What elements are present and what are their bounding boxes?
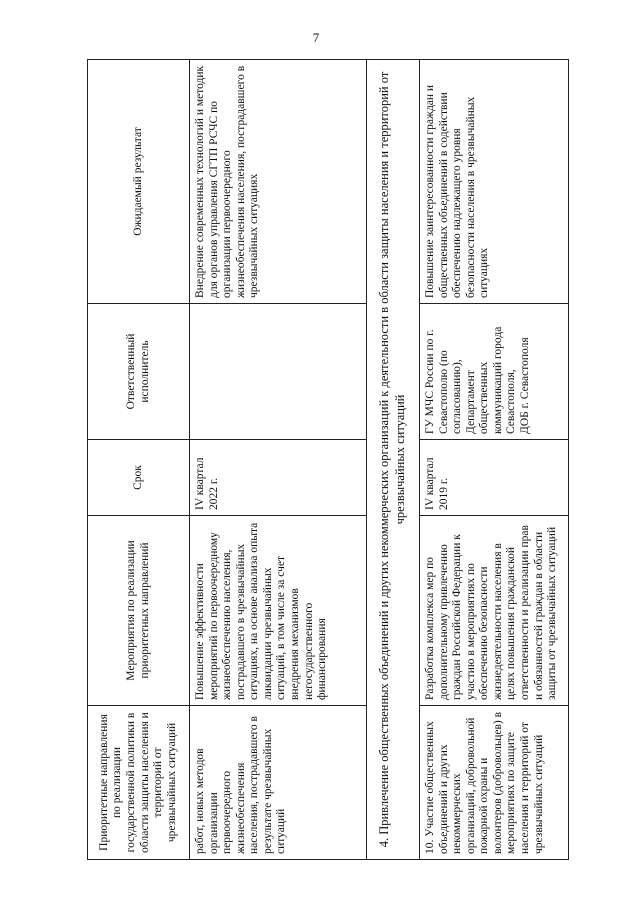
header-executor: Ответственный исполнитель — [88, 304, 190, 440]
cell-executor: ГУ МЧС России по г. Севастополю (по согласованию), Департамент общественных коммуникаций города Севастополя, ДОБ г. Севастополя — [420, 304, 569, 440]
section-4-heading: 4. Привлечение общественных объединений и других некоммерческих организаций к деятельности в области защиты населения и территорий от чрезвычайных ситуаций — [367, 60, 420, 860]
cell-measure: Разработка комплекса мер по дополнительному привлечению граждан Российской Федерации к участию в мероприятиях по обеспечению безопасности жизнедеятельности населения в целях повышения гражданской ответственности и реализации прав и обязанностей граждан в области защиты от чрезвычайных ситуаций — [420, 516, 569, 706]
header-expected-result: Ожидаемый результат — [88, 60, 190, 304]
page-number: 7 — [312, 30, 320, 45]
cell-result: Повышение заинтересованности граждан и общественных объединений в содействии обеспечению надлежащего уровня безопасности населения в чрезвычайных ситуациях — [420, 60, 569, 304]
table-header-row — [88, 60, 190, 860]
cell-term: IV квартал 2022 г. — [190, 440, 367, 516]
measures-table — [87, 59, 569, 860]
cell-direction: работ, новых методов организации первоочередного жизнеобеспечения населения, пострадавшего в результате чрезвычайных ситуаций — [190, 706, 367, 860]
table-row — [190, 60, 367, 860]
cell-term: IV квартал 2019 г. — [420, 440, 569, 516]
header-term: Срок — [88, 440, 190, 516]
cell-direction: 10. Участие общественных объединений и других некоммерческих организаций, добровольной пожарной охраны и волонтеров (добровольцев) в мероприятиях по защите населения и территорий от чрезвычайных ситуаций — [420, 706, 569, 860]
header-priority-directions: Приоритетные направления по реализации государственной политики в области защиты населения и территорий от чрезвычайных ситуаций — [88, 706, 190, 860]
section-row — [367, 60, 420, 860]
cell-measure: Повышение эффективности мероприятий по первоочередному жизнеобеспечению населения, пострадавшего в чрезвычайных ситуациях, на основе анализа опыта ликвидации чрезвычайных ситуаций, в том числе за счет внедрения механизмов негосударственного финансирования — [190, 516, 367, 706]
rotated-table-wrapper — [87, 60, 559, 860]
table-row — [420, 60, 569, 860]
cell-result: Внедрение современных технологий и методик для органов управления СГТП РСЧС по организации первоочередного жизнеобеспечения населения, пострадавшего в чрезвычайных ситуациях — [190, 60, 367, 304]
header-measures: Мероприятия по реализации приоритетных направлений — [88, 516, 190, 706]
cell-executor — [190, 304, 367, 440]
